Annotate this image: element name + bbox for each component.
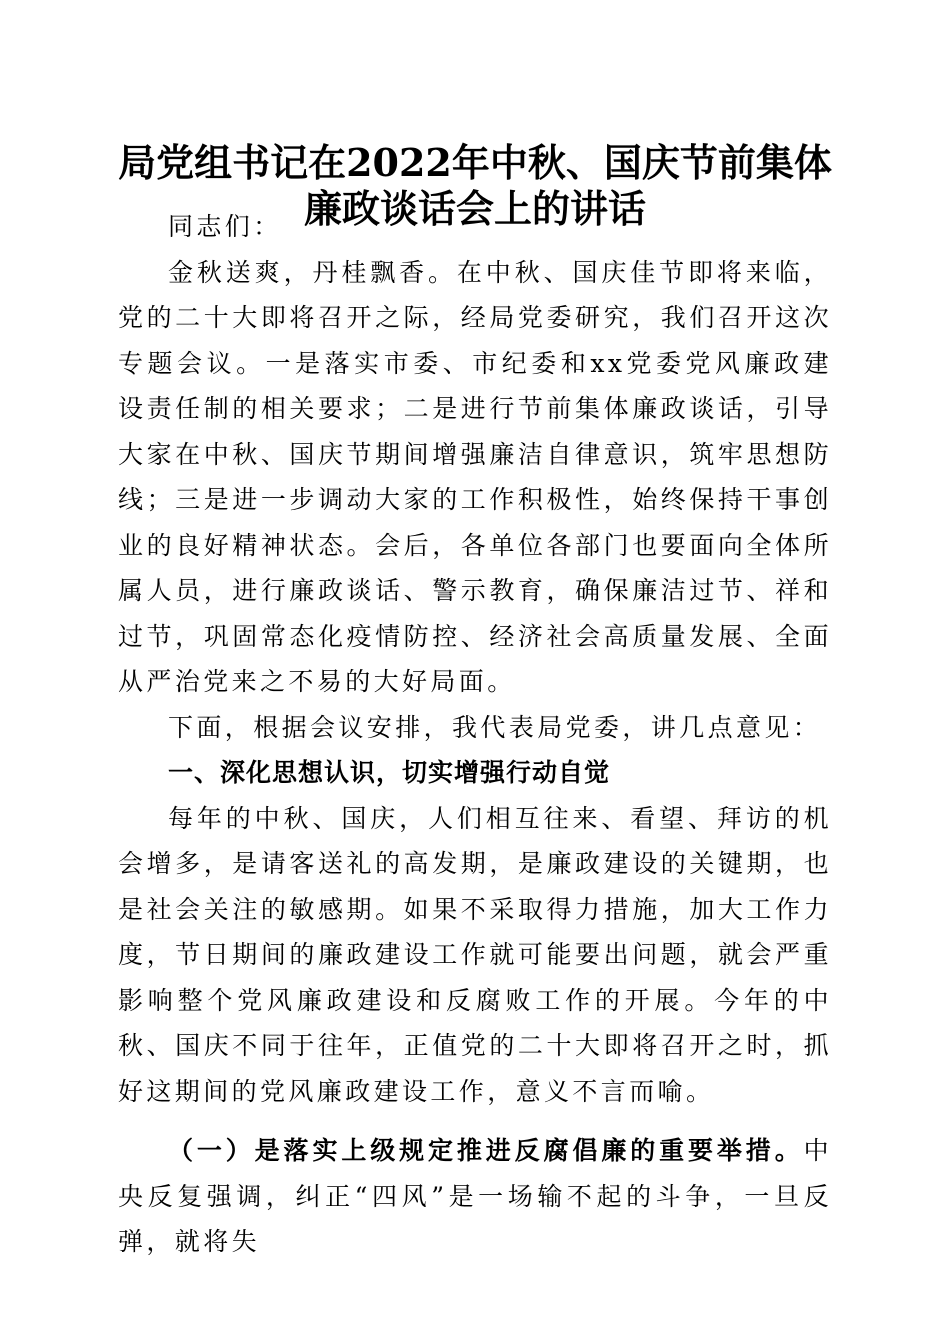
- salutation: 同志们：: [168, 212, 282, 241]
- paragraph-opening: 金秋送爽，丹桂飘香。在中秋、国庆佳节即将来临，党的二十大即将召开之际，经局党委研究，我们召开这次专题会议。一是落实市委、市纪委和xx党委党风廉政建设责任制的相关要求；二是进行节前集体廉政谈话，引导大家在中秋、国庆节期间增强廉洁自律意识，筑牢思想防线；三是进一步调动大家的工作积极性，始终保持干事创业的良好精神状态。会后，各单位各部门也要面向全体所属人员，进行廉政谈话、警示教育，确保廉洁过节、祥和过节，巩固常态化疫情防控、经济社会高质量发展、全面从严治党来之不易的大好局面。: [118, 257, 832, 696]
- point-1-text: 中央反复强调，纠正“四风”是一场输不起的斗争，一旦反弹，就将失: [118, 1136, 832, 1256]
- document-title: 局党组书记在2022年中秋、国庆节前集体廉政谈话会上的讲话: [118, 140, 832, 231]
- paragraph-agenda: 下面，根据会议安排，我代表局党委，讲几点意见：: [168, 712, 822, 742]
- paragraph-point-1: [118, 1128, 832, 1265]
- document-body: [118, 204, 832, 1265]
- section-heading-1: 一、深化思想认识，切实增强行动自觉: [168, 758, 611, 787]
- paragraph-section-1: 每年的中秋、国庆，人们相互往来、看望、拜访的机会增多，是请客送礼的高发期，是廉政建设的关键期，也是社会关注的敏感期。如果不采取得力措施，加大工作力度，节日期间的廉政建设工作就可能要出问题，就会严重影响整个党风廉政建设和反腐败工作的开展。今年的中秋、国庆不同于往年，正值党的二十大即将召开之时，抓好这期间的党风廉政建设工作，意义不言而喻。: [118, 803, 832, 1106]
- point-1-lead: （一）是落实上级规定推进反腐倡廉的重要举措。: [168, 1136, 804, 1165]
